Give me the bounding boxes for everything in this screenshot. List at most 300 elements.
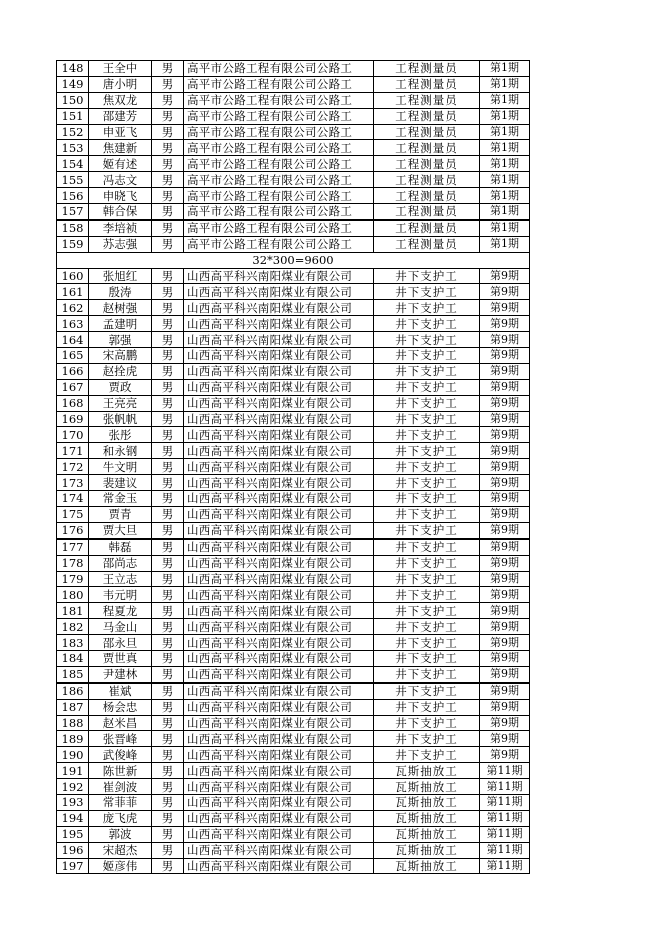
job-cell: 井下支护工 [374, 603, 480, 619]
period-cell: 第9期 [480, 522, 530, 538]
table-row [57, 779, 530, 795]
company-cell: 高平市公路工程有限公司公路工 [184, 236, 374, 252]
company-cell: 山西高平科兴南阳煤业有限公司 [184, 443, 374, 459]
row-number-cell: 195 [57, 826, 89, 842]
name-cell: 王全中 [89, 61, 152, 77]
job-cell: 井下支护工 [374, 427, 480, 443]
company-cell: 山西高平科兴南阳煤业有限公司 [184, 842, 374, 858]
table-row [57, 363, 530, 379]
company-cell: 山西高平科兴南阳煤业有限公司 [184, 506, 374, 522]
table-row [57, 411, 530, 427]
job-cell: 井下支护工 [374, 379, 480, 395]
name-cell: 姬有述 [89, 156, 152, 172]
job-cell: 井下支护工 [374, 348, 480, 364]
row-number-cell: 180 [57, 587, 89, 603]
name-cell: 申亚飞 [89, 124, 152, 140]
gender-cell: 男 [152, 140, 184, 156]
gender-cell: 男 [152, 379, 184, 395]
row-number-cell: 158 [57, 220, 89, 236]
job-cell: 井下支护工 [374, 411, 480, 427]
company-cell: 山西高平科兴南阳煤业有限公司 [184, 379, 374, 395]
company-cell: 山西高平科兴南阳煤业有限公司 [184, 763, 374, 779]
row-number-cell: 165 [57, 348, 89, 364]
group1-rows [57, 61, 530, 253]
table-row [57, 348, 530, 364]
group2-rows [57, 268, 530, 874]
period-cell: 第1期 [480, 220, 530, 236]
gender-cell: 男 [152, 61, 184, 77]
row-number-cell: 190 [57, 747, 89, 763]
row-number-cell: 163 [57, 316, 89, 332]
gender-cell: 男 [152, 491, 184, 507]
row-number-cell: 168 [57, 395, 89, 411]
name-cell: 焦双龙 [89, 92, 152, 108]
name-cell: 邵永旦 [89, 635, 152, 651]
name-cell: 张彤 [89, 427, 152, 443]
name-cell: 韩磊 [89, 539, 152, 555]
table-row [57, 124, 530, 140]
job-cell: 井下支护工 [374, 443, 480, 459]
table-row [57, 810, 530, 826]
name-cell: 张帆帆 [89, 411, 152, 427]
period-cell: 第9期 [480, 491, 530, 507]
table-row [57, 459, 530, 475]
company-cell: 山西高平科兴南阳煤业有限公司 [184, 475, 374, 491]
job-cell: 井下支护工 [374, 555, 480, 571]
job-cell: 井下支护工 [374, 475, 480, 491]
company-cell: 山西高平科兴南阳煤业有限公司 [184, 619, 374, 635]
name-cell: 宋高鹏 [89, 348, 152, 364]
job-cell: 井下支护工 [374, 715, 480, 731]
period-cell: 第9期 [480, 619, 530, 635]
gender-cell: 男 [152, 794, 184, 810]
period-cell: 第9期 [480, 379, 530, 395]
gender-cell: 男 [152, 268, 184, 284]
gender-cell: 男 [152, 475, 184, 491]
period-cell: 第11期 [480, 794, 530, 810]
period-cell: 第9期 [480, 316, 530, 332]
gender-cell: 男 [152, 443, 184, 459]
gender-cell: 男 [152, 316, 184, 332]
name-cell: 常菲菲 [89, 794, 152, 810]
job-cell: 工程测量员 [374, 156, 480, 172]
gender-cell: 男 [152, 220, 184, 236]
row-number-cell: 177 [57, 539, 89, 555]
job-cell: 工程测量员 [374, 204, 480, 220]
company-cell: 山西高平科兴南阳煤业有限公司 [184, 715, 374, 731]
row-number-cell: 148 [57, 61, 89, 77]
gender-cell: 男 [152, 522, 184, 538]
table-row [57, 427, 530, 443]
gender-cell: 男 [152, 395, 184, 411]
name-cell: 武俊峰 [89, 747, 152, 763]
company-cell: 山西高平科兴南阳煤业有限公司 [184, 810, 374, 826]
company-cell: 山西高平科兴南阳煤业有限公司 [184, 459, 374, 475]
period-cell: 第11期 [480, 858, 530, 874]
table-row [57, 76, 530, 92]
table-row [57, 506, 530, 522]
period-cell: 第1期 [480, 236, 530, 252]
job-cell: 瓦斯抽放工 [374, 794, 480, 810]
period-cell: 第9期 [480, 459, 530, 475]
company-cell: 山西高平科兴南阳煤业有限公司 [184, 555, 374, 571]
job-cell: 井下支护工 [374, 491, 480, 507]
period-cell: 第9期 [480, 747, 530, 763]
row-number-cell: 170 [57, 427, 89, 443]
period-cell: 第9期 [480, 427, 530, 443]
table-row [57, 826, 530, 842]
table-row [57, 443, 530, 459]
gender-cell: 男 [152, 411, 184, 427]
job-cell: 工程测量员 [374, 220, 480, 236]
gender-cell: 男 [152, 108, 184, 124]
table-row [57, 300, 530, 316]
table-row [57, 619, 530, 635]
period-cell: 第11期 [480, 779, 530, 795]
table-row [57, 332, 530, 348]
company-cell: 山西高平科兴南阳煤业有限公司 [184, 348, 374, 364]
row-number-cell: 156 [57, 188, 89, 204]
row-number-cell: 192 [57, 779, 89, 795]
period-cell: 第9期 [480, 731, 530, 747]
name-cell: 邵建芳 [89, 108, 152, 124]
name-cell: 苏志强 [89, 236, 152, 252]
row-number-cell: 186 [57, 683, 89, 699]
period-cell: 第9期 [480, 699, 530, 715]
table-row [57, 539, 530, 555]
period-cell: 第9期 [480, 348, 530, 364]
gender-cell: 男 [152, 92, 184, 108]
table-row [57, 747, 530, 763]
period-cell: 第1期 [480, 156, 530, 172]
period-cell: 第9期 [480, 475, 530, 491]
job-cell: 工程测量员 [374, 188, 480, 204]
job-cell: 井下支护工 [374, 316, 480, 332]
company-cell: 高平市公路工程有限公司公路工 [184, 172, 374, 188]
row-number-cell: 178 [57, 555, 89, 571]
period-cell: 第9期 [480, 395, 530, 411]
table-row [57, 316, 530, 332]
gender-cell: 男 [152, 650, 184, 666]
summary-section [57, 252, 530, 268]
job-cell: 井下支护工 [374, 731, 480, 747]
row-number-cell: 161 [57, 284, 89, 300]
table-row [57, 172, 530, 188]
table-row [57, 395, 530, 411]
name-cell: 宋超杰 [89, 842, 152, 858]
name-cell: 申晓飞 [89, 188, 152, 204]
period-cell: 第11期 [480, 842, 530, 858]
company-cell: 高平市公路工程有限公司公路工 [184, 188, 374, 204]
job-cell: 井下支护工 [374, 683, 480, 699]
table-row [57, 842, 530, 858]
job-cell: 井下支护工 [374, 666, 480, 682]
row-number-cell: 160 [57, 268, 89, 284]
period-cell: 第1期 [480, 61, 530, 77]
period-cell: 第1期 [480, 76, 530, 92]
job-cell: 井下支护工 [374, 363, 480, 379]
gender-cell: 男 [152, 300, 184, 316]
job-cell: 瓦斯抽放工 [374, 779, 480, 795]
table-row [57, 794, 530, 810]
period-cell: 第1期 [480, 108, 530, 124]
table-row [57, 108, 530, 124]
job-cell: 井下支护工 [374, 268, 480, 284]
job-cell: 井下支护工 [374, 300, 480, 316]
name-cell: 程夏龙 [89, 603, 152, 619]
gender-cell: 男 [152, 858, 184, 874]
company-cell: 山西高平科兴南阳煤业有限公司 [184, 427, 374, 443]
name-cell: 王立志 [89, 571, 152, 587]
gender-cell: 男 [152, 506, 184, 522]
job-cell: 瓦斯抽放工 [374, 826, 480, 842]
name-cell: 韩合保 [89, 204, 152, 220]
table-row [57, 763, 530, 779]
table-row [57, 61, 530, 77]
job-cell: 井下支护工 [374, 395, 480, 411]
company-cell: 高平市公路工程有限公司公路工 [184, 140, 374, 156]
gender-cell: 男 [152, 571, 184, 587]
gender-cell: 男 [152, 731, 184, 747]
job-cell: 井下支护工 [374, 619, 480, 635]
name-cell: 王亮亮 [89, 395, 152, 411]
gender-cell: 男 [152, 603, 184, 619]
row-number-cell: 162 [57, 300, 89, 316]
name-cell: 崔斌 [89, 683, 152, 699]
table-row [57, 715, 530, 731]
job-cell: 井下支护工 [374, 635, 480, 651]
company-cell: 山西高平科兴南阳煤业有限公司 [184, 650, 374, 666]
job-cell: 工程测量员 [374, 236, 480, 252]
period-cell: 第9期 [480, 411, 530, 427]
row-number-cell: 181 [57, 603, 89, 619]
name-cell: 赵树强 [89, 300, 152, 316]
job-cell: 工程测量员 [374, 76, 480, 92]
period-cell: 第9期 [480, 363, 530, 379]
name-cell: 陈世新 [89, 763, 152, 779]
row-number-cell: 152 [57, 124, 89, 140]
company-cell: 高平市公路工程有限公司公路工 [184, 156, 374, 172]
period-cell: 第9期 [480, 443, 530, 459]
company-cell: 山西高平科兴南阳煤业有限公司 [184, 571, 374, 587]
row-number-cell: 173 [57, 475, 89, 491]
company-cell: 山西高平科兴南阳煤业有限公司 [184, 587, 374, 603]
row-number-cell: 155 [57, 172, 89, 188]
period-cell: 第9期 [480, 650, 530, 666]
job-cell: 工程测量员 [374, 92, 480, 108]
row-number-cell: 187 [57, 699, 89, 715]
table-row [57, 188, 530, 204]
company-cell: 山西高平科兴南阳煤业有限公司 [184, 332, 374, 348]
row-number-cell: 193 [57, 794, 89, 810]
period-cell: 第11期 [480, 763, 530, 779]
row-number-cell: 182 [57, 619, 89, 635]
company-cell: 山西高平科兴南阳煤业有限公司 [184, 522, 374, 538]
name-cell: 赵拴虎 [89, 363, 152, 379]
company-cell: 山西高平科兴南阳煤业有限公司 [184, 794, 374, 810]
table-row [57, 220, 530, 236]
gender-cell: 男 [152, 635, 184, 651]
period-cell: 第9期 [480, 506, 530, 522]
row-number-cell: 176 [57, 522, 89, 538]
gender-cell: 男 [152, 763, 184, 779]
name-cell: 殷涛 [89, 284, 152, 300]
name-cell: 唐小明 [89, 76, 152, 92]
row-number-cell: 189 [57, 731, 89, 747]
name-cell: 崔剑波 [89, 779, 152, 795]
company-cell: 山西高平科兴南阳煤业有限公司 [184, 539, 374, 555]
table-row [57, 140, 530, 156]
table-row [57, 683, 530, 699]
gender-cell: 男 [152, 284, 184, 300]
table-row [57, 587, 530, 603]
job-cell: 工程测量员 [374, 108, 480, 124]
company-cell: 山西高平科兴南阳煤业有限公司 [184, 316, 374, 332]
row-number-cell: 191 [57, 763, 89, 779]
row-number-cell: 184 [57, 650, 89, 666]
gender-cell: 男 [152, 699, 184, 715]
company-cell: 山西高平科兴南阳煤业有限公司 [184, 826, 374, 842]
period-cell: 第9期 [480, 555, 530, 571]
job-cell: 工程测量员 [374, 61, 480, 77]
job-cell: 井下支护工 [374, 506, 480, 522]
company-cell: 山西高平科兴南阳煤业有限公司 [184, 779, 374, 795]
period-cell: 第11期 [480, 810, 530, 826]
company-cell: 山西高平科兴南阳煤业有限公司 [184, 858, 374, 874]
row-number-cell: 153 [57, 140, 89, 156]
gender-cell: 男 [152, 715, 184, 731]
name-cell: 张晋峰 [89, 731, 152, 747]
job-cell: 井下支护工 [374, 539, 480, 555]
name-cell: 贾青 [89, 506, 152, 522]
table-row [57, 635, 530, 651]
period-cell: 第9期 [480, 666, 530, 682]
period-cell: 第1期 [480, 92, 530, 108]
gender-cell: 男 [152, 747, 184, 763]
row-number-cell: 167 [57, 379, 89, 395]
name-cell: 焦建新 [89, 140, 152, 156]
company-cell: 高平市公路工程有限公司公路工 [184, 220, 374, 236]
period-cell: 第9期 [480, 715, 530, 731]
company-cell: 山西高平科兴南阳煤业有限公司 [184, 666, 374, 682]
gender-cell: 男 [152, 236, 184, 252]
table-row [57, 236, 530, 252]
company-cell: 高平市公路工程有限公司公路工 [184, 108, 374, 124]
name-cell: 贾政 [89, 379, 152, 395]
period-cell: 第9期 [480, 300, 530, 316]
job-cell: 井下支护工 [374, 747, 480, 763]
period-cell: 第1期 [480, 204, 530, 220]
gender-cell: 男 [152, 779, 184, 795]
job-cell: 工程测量员 [374, 124, 480, 140]
row-number-cell: 154 [57, 156, 89, 172]
company-cell: 山西高平科兴南阳煤业有限公司 [184, 699, 374, 715]
gender-cell: 男 [152, 427, 184, 443]
gender-cell: 男 [152, 683, 184, 699]
roster-table [56, 60, 530, 874]
company-cell: 高平市公路工程有限公司公路工 [184, 76, 374, 92]
row-number-cell: 194 [57, 810, 89, 826]
name-cell: 郭波 [89, 826, 152, 842]
company-cell: 山西高平科兴南阳煤业有限公司 [184, 731, 374, 747]
gender-cell: 男 [152, 587, 184, 603]
row-number-cell: 196 [57, 842, 89, 858]
job-cell: 井下支护工 [374, 571, 480, 587]
gender-cell: 男 [152, 619, 184, 635]
row-number-cell: 169 [57, 411, 89, 427]
period-cell: 第9期 [480, 635, 530, 651]
name-cell: 马金山 [89, 619, 152, 635]
job-cell: 井下支护工 [374, 699, 480, 715]
period-cell: 第9期 [480, 683, 530, 699]
row-number-cell: 188 [57, 715, 89, 731]
job-cell: 井下支护工 [374, 522, 480, 538]
gender-cell: 男 [152, 204, 184, 220]
period-cell: 第9期 [480, 332, 530, 348]
gender-cell: 男 [152, 172, 184, 188]
table-row [57, 666, 530, 682]
table-row [57, 571, 530, 587]
job-cell: 工程测量员 [374, 140, 480, 156]
company-cell: 山西高平科兴南阳煤业有限公司 [184, 363, 374, 379]
name-cell: 冯志文 [89, 172, 152, 188]
company-cell: 山西高平科兴南阳煤业有限公司 [184, 683, 374, 699]
table-row [57, 491, 530, 507]
table-row [57, 555, 530, 571]
table-row [57, 475, 530, 491]
table-row [57, 156, 530, 172]
company-cell: 山西高平科兴南阳煤业有限公司 [184, 747, 374, 763]
name-cell: 孟建明 [89, 316, 152, 332]
table-row [57, 379, 530, 395]
gender-cell: 男 [152, 826, 184, 842]
row-number-cell: 159 [57, 236, 89, 252]
table-row [57, 92, 530, 108]
job-cell: 瓦斯抽放工 [374, 763, 480, 779]
period-cell: 第1期 [480, 188, 530, 204]
name-cell: 邵尚志 [89, 555, 152, 571]
name-cell: 和永钢 [89, 443, 152, 459]
gender-cell: 男 [152, 363, 184, 379]
table-row [57, 731, 530, 747]
name-cell: 常金玉 [89, 491, 152, 507]
row-number-cell: 164 [57, 332, 89, 348]
row-number-cell: 174 [57, 491, 89, 507]
company-cell: 山西高平科兴南阳煤业有限公司 [184, 284, 374, 300]
gender-cell: 男 [152, 459, 184, 475]
row-number-cell: 175 [57, 506, 89, 522]
gender-cell: 男 [152, 156, 184, 172]
job-cell: 井下支护工 [374, 332, 480, 348]
company-cell: 山西高平科兴南阳煤业有限公司 [184, 635, 374, 651]
table-row [57, 650, 530, 666]
company-cell: 山西高平科兴南阳煤业有限公司 [184, 411, 374, 427]
gender-cell: 男 [152, 76, 184, 92]
period-cell: 第11期 [480, 826, 530, 842]
gender-cell: 男 [152, 332, 184, 348]
job-cell: 井下支护工 [374, 587, 480, 603]
name-cell: 牛文明 [89, 459, 152, 475]
company-cell: 高平市公路工程有限公司公路工 [184, 124, 374, 140]
company-cell: 山西高平科兴南阳煤业有限公司 [184, 268, 374, 284]
company-cell: 高平市公路工程有限公司公路工 [184, 92, 374, 108]
row-number-cell: 171 [57, 443, 89, 459]
job-cell: 瓦斯抽放工 [374, 810, 480, 826]
period-cell: 第9期 [480, 268, 530, 284]
table-row [57, 699, 530, 715]
row-number-cell: 149 [57, 76, 89, 92]
row-number-cell: 183 [57, 635, 89, 651]
